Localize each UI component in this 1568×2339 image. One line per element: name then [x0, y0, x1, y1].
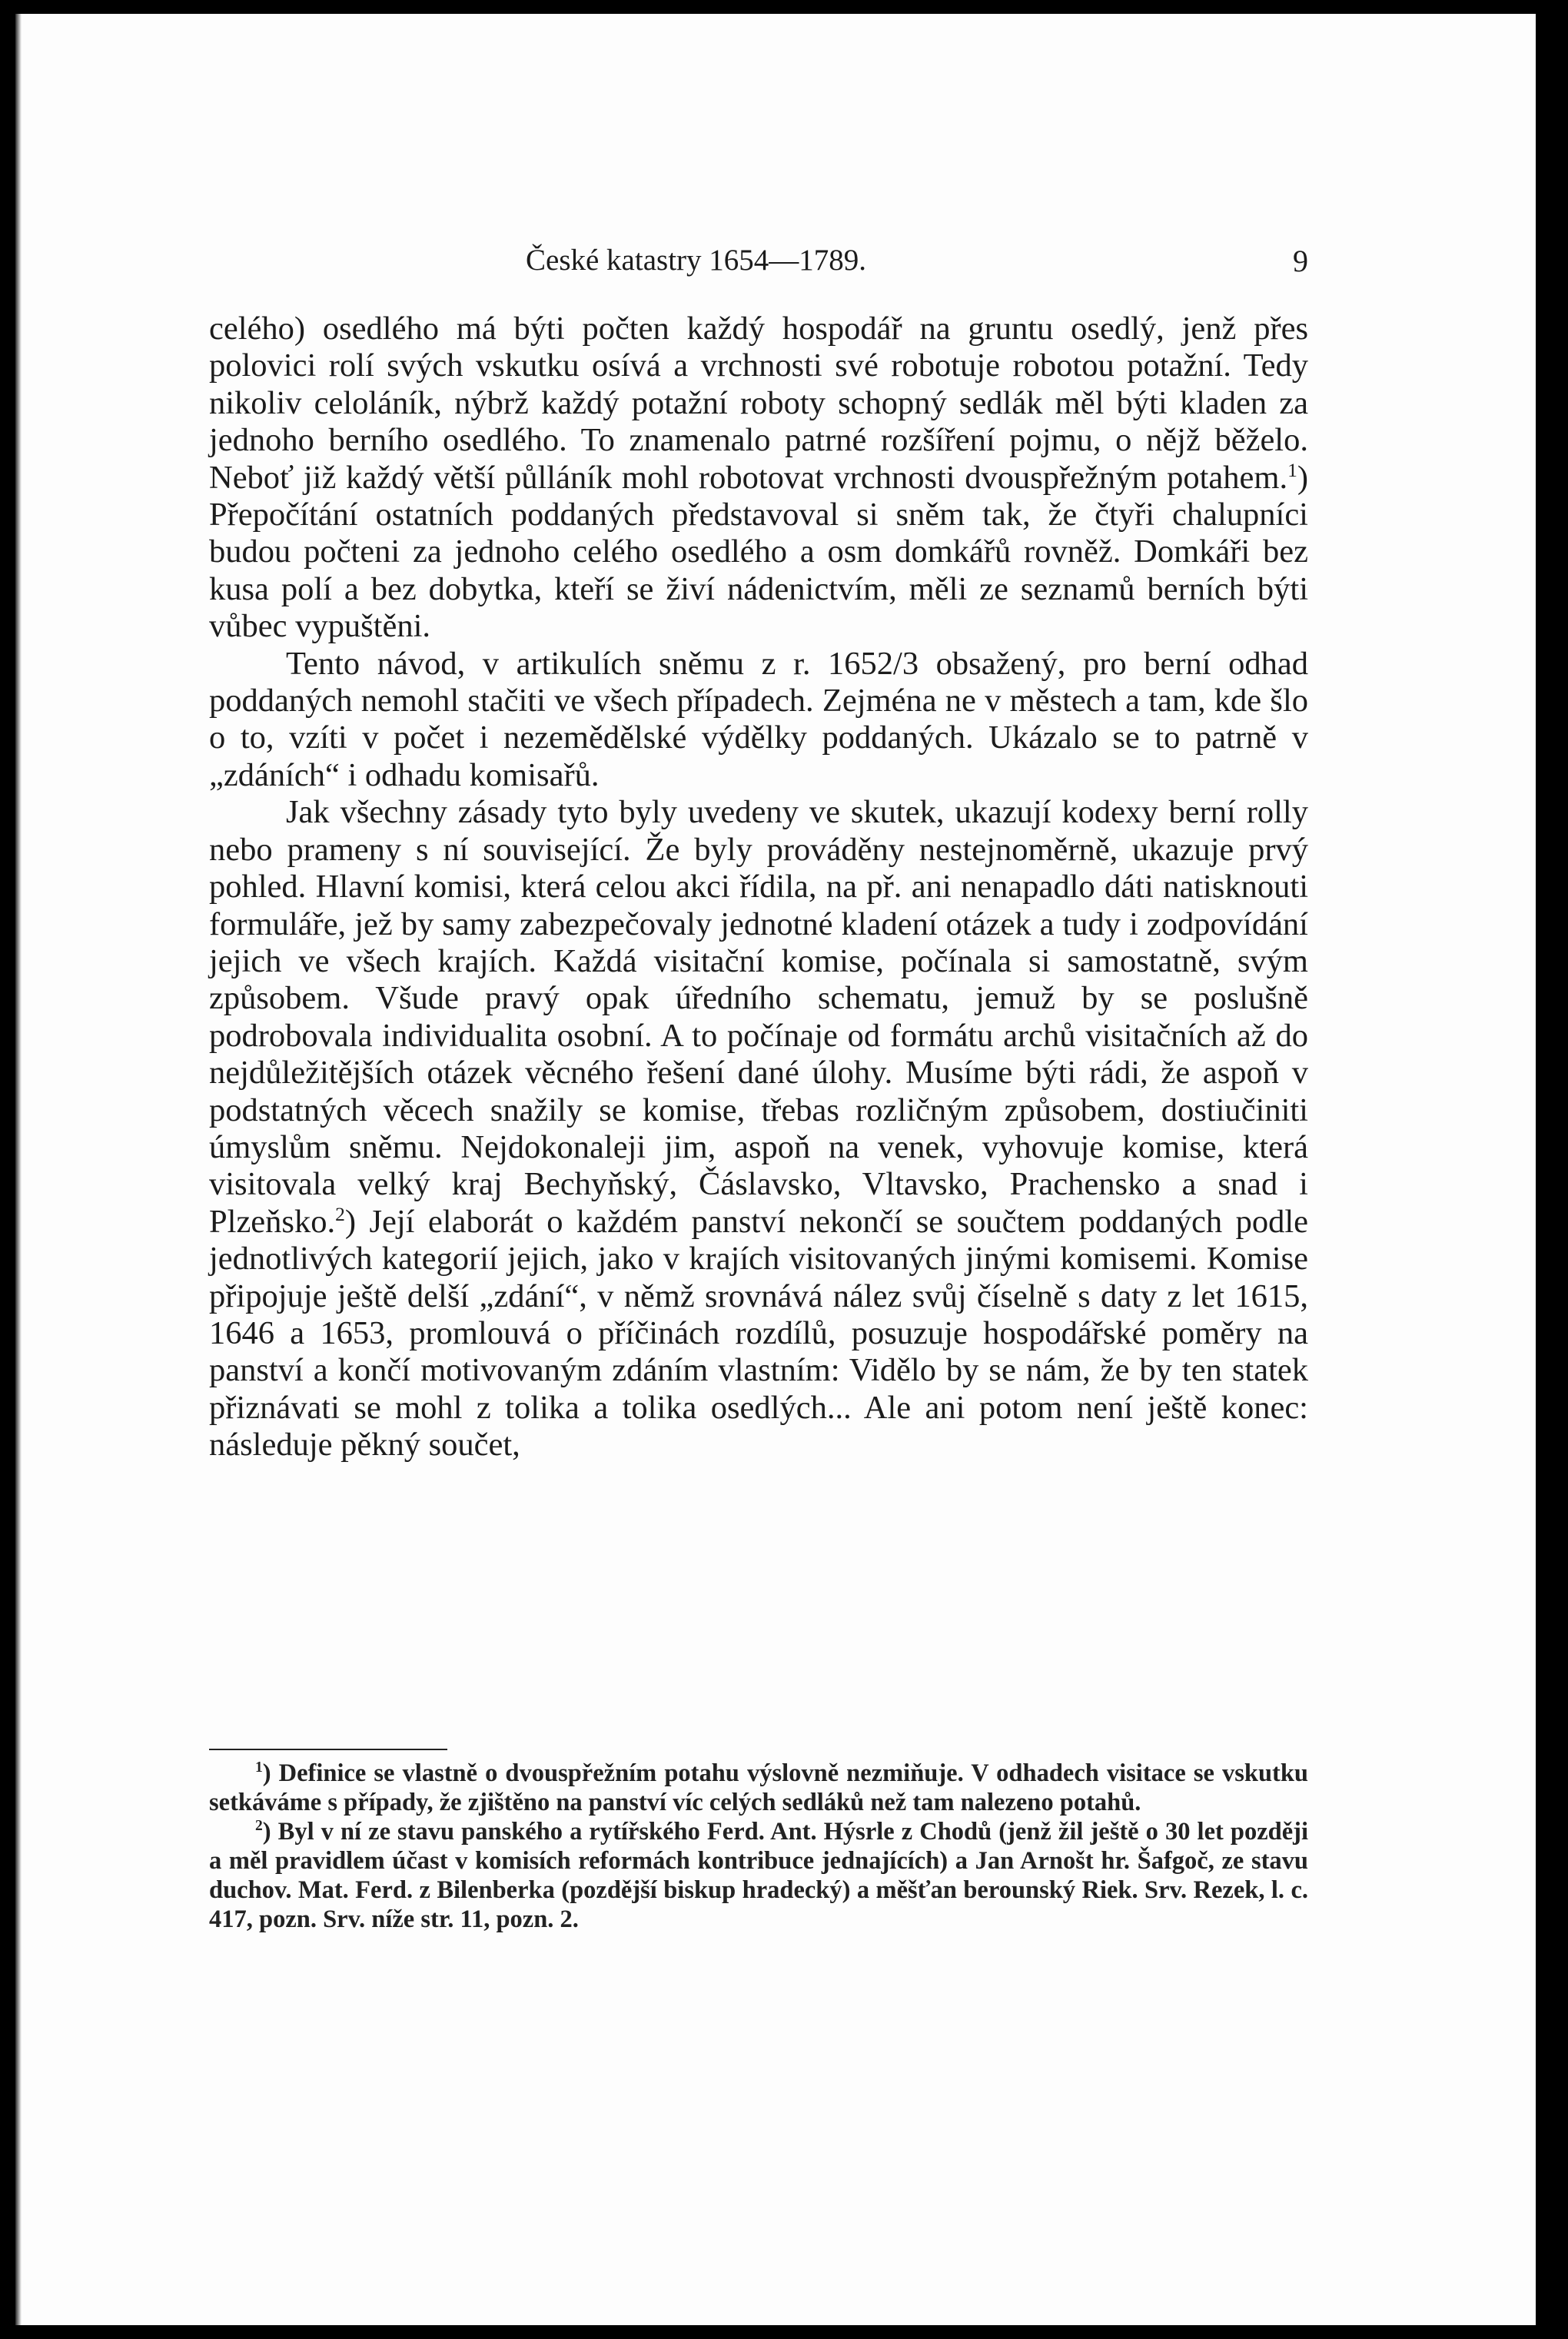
footnote-2	[209, 1817, 1308, 1934]
footnote-2-text: ) Byl v ní ze stavu panského a rytířského Ferd. Ant. Hýsrle z Chodů (jenž žil ještě o 30 let později a měl pravidlem účast v komisích reformách kontribuce jednajících) a Jan Arnošt hr. Šafgoč, ze stavu duchov. Mat. Ferd. z Bilenberka (pozdější biskup hradecký) a měšťan berounský Riek. Srv. Rezek, l. c. 417, pozn. Srv. níže str. 11, pozn. 2.	[209, 1818, 1308, 1933]
footnote-1-text: ) Definice se vlastně o dvouspřežním potahu výslovně nezmiňuje. V odhadech visitace se vskutku setkáváme s případy, že zjištěno na panství víc celých sedláků než tam nalezeno potahů.	[209, 1759, 1308, 1816]
paragraph-3-text-a: Jak všechny zásady tyto byly uvedeny ve skutek, ukazují kodexy berní rolly nebo prameny s ní související. Že byly prováděny nestejnoměrně, ukazuje prvý pohled. Hlavní komisi, která celou akci řídila, na př. ani nenapadlo dáti natisknouti formuláře, jež by samy zabezpečovaly jednotné kladení otázek a tudy i zodpovídání jejich ve všech krajích. Každá visitační komise, počínala si samostatně, svým způsobem. Všude pravý opak úředního schematu, jemuž by se poslušně podrobovala individualita osobní. A to počínaje od formátu archů visitačních až do nejdůležitějších otázek věcného řešení dané úlohy. Musíme býti rádi, že aspoň v podstatných věcech snažily se komise, třebas rozličným způsobem, dostiučiniti úmyslům sněmu. Nejdokonaleji jim, aspoň na venek, vyhovuje komise, která visitovala velký kraj Bechyňský, Čáslavsko, Vltavsko, Prachensko a snad i Plzeňsko.	[209, 794, 1308, 1240]
scanned-page	[15, 14, 1536, 2325]
page-header	[209, 243, 1308, 289]
page-number: 9	[1293, 244, 1308, 278]
paragraph-3-text-b: ) Její elaborát o každém panství nekončí se součtem poddaných podle jednotlivých kategorií jejich, jako v krajích visitovaných jinými komisemi. Komise připojuje ještě delší „zdání“, v němž srovnává nález svůj číselně s daty z let 1615, 1646 a 1653, promlouvá o příčinách rozdílů, posuzuje hospodářské poměry na panství a končí motivovaným zdáním vlastním: Vidělo by se nám, že by ten statek přiznávati se mohl z tolika a tolika osedlých... Ale ani potom není ještě konec: následuje pěkný součet,	[209, 1203, 1308, 1464]
footnote-ref-2: 2	[335, 1202, 345, 1225]
paragraph-1-text-b: ) Přepočítání ostatních poddaných představoval si sněm tak, že čtyři chalupníci budou počteni za jednoho celého osedlého a osm domkářů rovněž. Domkáři bez kusa polí a bez dobytka, kteří se živí nádenictvím, měli ze seznamů berních býti vůbec vypuštěni.	[209, 459, 1308, 645]
footnote-divider	[209, 1749, 447, 1750]
footnote-1	[209, 1759, 1308, 1817]
running-title: České katastry 1654—1789.	[526, 244, 867, 277]
footnote-1-mark: 1	[255, 1759, 263, 1776]
paragraph-2: Tento návod, v artikulích sněmu z r. 1652/3 obsažený, pro berní odhad poddaných nemohl stačiti ve všech případech. Zejména ne v městech a tam, kde šlo o to, vzíti v počet i nezemědělské výdělky poddaných. Ukázalo se to patrně v „zdáních“ i odhadu komisařů.	[209, 645, 1308, 793]
paragraph-3	[209, 794, 1308, 1464]
footnote-ref-1: 1	[1287, 458, 1297, 481]
paragraph-1	[209, 311, 1308, 646]
scan-edge-shadow	[15, 14, 22, 2325]
body-text	[209, 311, 1308, 1464]
footnote-2-mark: 2	[255, 1818, 263, 1835]
footnotes	[209, 1759, 1308, 1934]
paragraph-1-text-a: celého) osedlého má býti počten každý hospodář na gruntu osedlý, jenž přes polovici rolí svých vskutku osívá a vrchnosti své robotuje robotou potažní. Tedy nikoliv celoláník, nýbrž každý potažní roboty schopný sedlák měl býti kladen za jednoho berního osedlého. To znamenalo patrné rozšíření pojmu, o nějž běželo. Neboť již každý větší půlláník mohl robotovat vrchnosti dvouspřežným potahem.	[209, 311, 1308, 496]
